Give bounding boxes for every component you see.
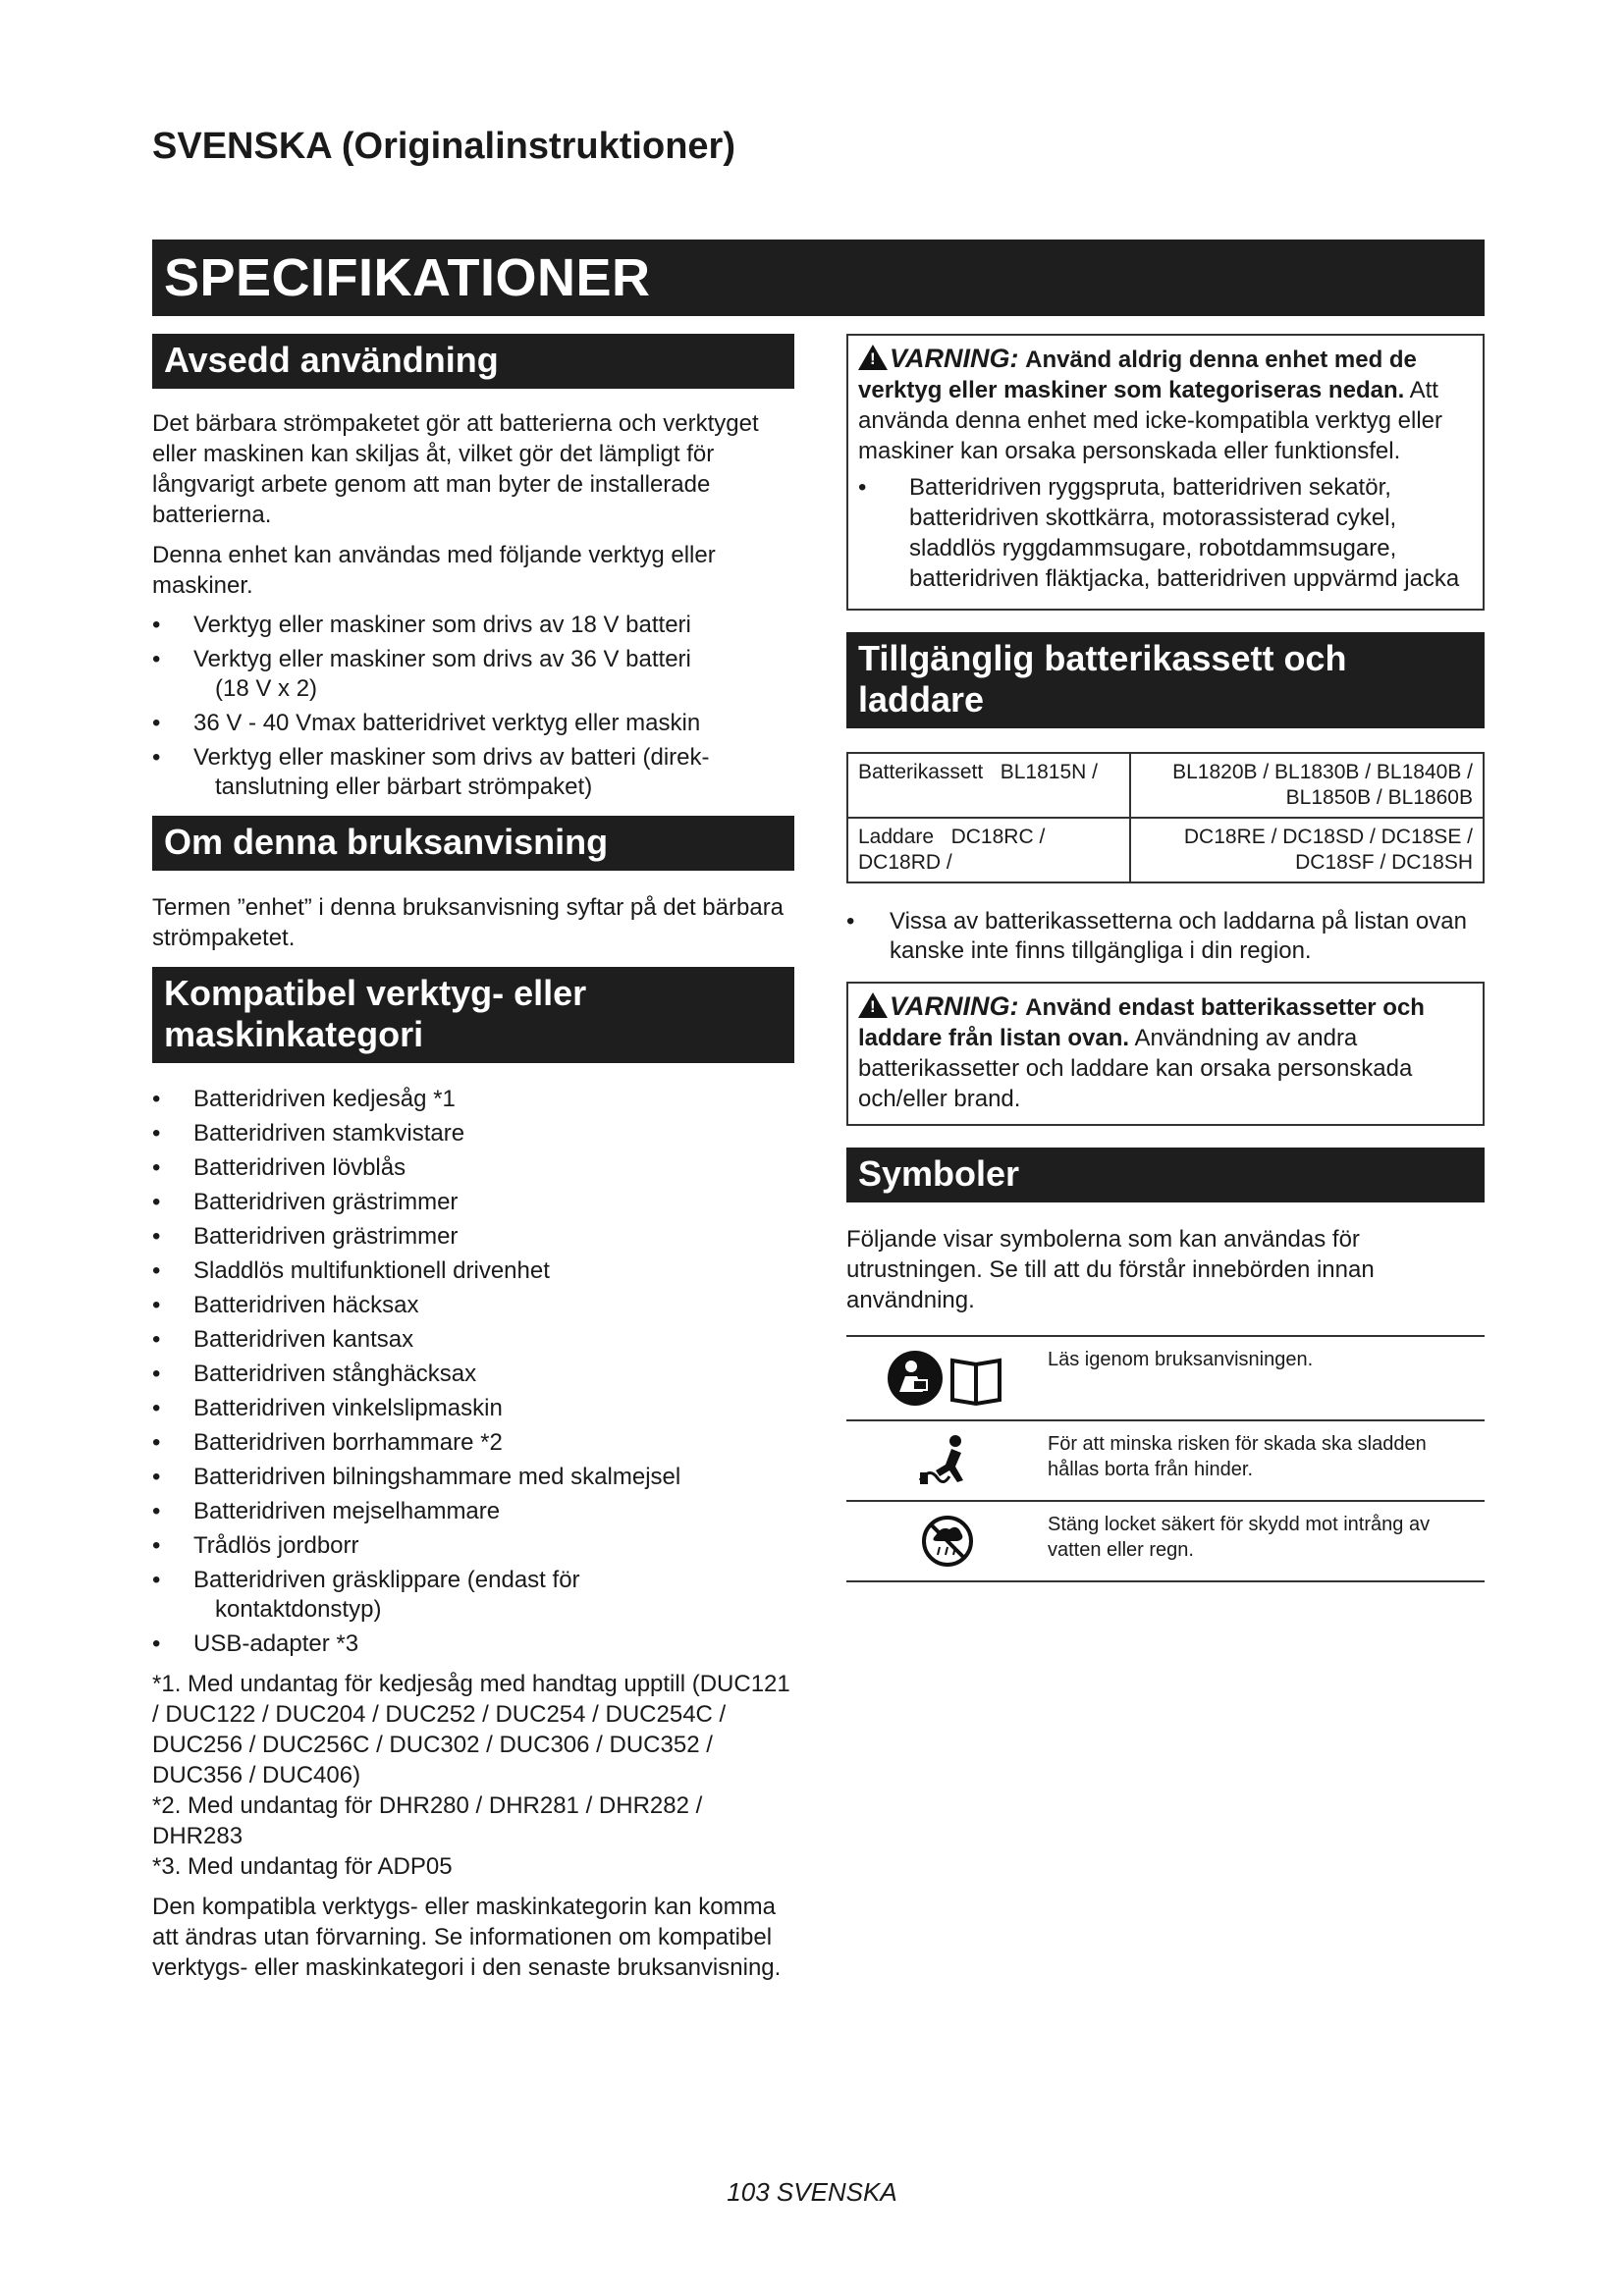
list-item: • Batteridriven grästrimmer <box>152 1222 794 1252</box>
warning-word: VARNING: <box>890 991 1019 1021</box>
intended-use-paragraph-1: Det bärbara strömpaketet gör att batterierna och verktyget eller maskinen kan skiljas åt, vilket gör det lämpligt för långvarigt arbete genom att man byter de installerade batterierna. <box>152 410 759 528</box>
footnote-1: *1. Med undantag för kedjesåg med handtag upptill (DUC121 / DUC122 / DUC204 / DUC252 / DUC254 / DUC254C / DUC256 / DUC256C / DUC302 / DUC306 / DUC352 / DUC356 / DUC406) <box>152 1671 790 1789</box>
footnotes <box>152 1669 794 1882</box>
warning-triangle-icon: ! <box>858 992 888 1018</box>
compatible-closing-text: Den kompatibla verktygs- eller maskinkategorin kan komma att ändras utan förvarning. Se informationen om kompatibel verktygs- eller maskinkategori i den senaste bruksanvisning. <box>152 1894 782 1981</box>
about-manual-text: Termen ”enhet” i denna bruksanvisning syftar på det bärbara strömpaketet. <box>152 894 785 951</box>
read-manual-icon <box>846 1337 1048 1419</box>
language-title: SVENSKA (Originalinstruktioner) <box>152 126 735 167</box>
left-column <box>152 334 794 1993</box>
table-row <box>846 1502 1485 1582</box>
list-item: • Batteridriven lövblås <box>152 1153 794 1183</box>
compatible-category-heading: Kompatibel verktyg- eller maskinkategori <box>152 967 794 1063</box>
list-item: • Batteridriven häcksax <box>152 1291 794 1320</box>
page-number: 103 SVENSKA <box>727 2177 897 2207</box>
list-item: • Verktyg eller maskiner som drivs av batteri (direk- tanslutning eller bärbart strömpaket) <box>152 743 794 802</box>
table-row <box>846 1337 1485 1421</box>
symbols-table <box>846 1335 1485 1582</box>
table-cell: Batterikassett BL1815N / <box>847 753 1130 818</box>
table-row <box>847 818 1484 882</box>
warning-box-incompatible <box>846 334 1485 611</box>
intended-use-heading: Avsedd användning <box>152 334 794 389</box>
list-item: • Batteridriven kantsax <box>152 1325 794 1355</box>
symbol-text: Läs igenom bruksanvisningen. <box>1048 1349 1314 1370</box>
list-item: • Batteridriven mejselhammare <box>152 1497 794 1526</box>
list-item: • 36 V - 40 Vmax batteridrivet verktyg eller maskin <box>152 709 794 738</box>
list-item: • Batteridriven kedjesåg *1 <box>152 1085 794 1114</box>
list-item: • Batteridriven vinkelslipmaskin <box>152 1394 794 1423</box>
table-row <box>847 753 1484 818</box>
warning-text: Användning av andra batterikassetter och laddare kan orsaka personskada och/eller brand. <box>858 1025 1413 1112</box>
list-item: • Batteridriven grästrimmer <box>152 1188 794 1217</box>
list-item: • Trådlös jordborr <box>152 1531 794 1561</box>
list-item: • Batteridriven bilningshammare med skalmejsel <box>152 1463 794 1492</box>
battery-charger-table <box>846 752 1485 883</box>
warning-list <box>858 472 1473 594</box>
availability-note-list <box>846 907 1485 966</box>
intended-use-paragraph-2: Denna enhet kan användas med följande verktyg eller maskiner. <box>152 542 716 599</box>
list-item: • USB-adapter *3 <box>152 1629 794 1659</box>
compatible-list <box>152 1085 794 1659</box>
symbols-intro: Följande visar symbolerna som kan användas för utrustningen. Se till att du förstår innebörden innan användning. <box>846 1226 1375 1313</box>
list-item: • Verktyg eller maskiner som drivs av 36 V batteri (18 V x 2) <box>152 645 794 704</box>
about-manual-heading: Om denna bruksanvisning <box>152 816 794 871</box>
symbols-heading: Symboler <box>846 1148 1485 1202</box>
symbol-text: För att minska risken för skada ska sladden hållas borta från hinder. <box>1048 1433 1427 1480</box>
right-column <box>846 334 1485 1582</box>
footnote-2: *2. Med undantag för DHR280 / DHR281 / DHR282 / DHR283 <box>152 1792 703 1849</box>
intended-use-list <box>152 611 794 802</box>
table-cell: Laddare DC18RC / DC18RD / <box>847 818 1130 882</box>
table-row <box>846 1421 1485 1502</box>
no-rain-icon <box>846 1502 1048 1580</box>
list-item: • Batteridriven gräsklippare (endast för kontaktdonstyp) <box>152 1566 794 1625</box>
list-item: • Batteridriven stånghäcksax <box>152 1360 794 1389</box>
list-item: • Batteridriven stamkvistare <box>152 1119 794 1148</box>
warning-word: VARNING: <box>890 344 1019 373</box>
warning-bold-text: Använd endast batterikassetter och laddare från listan ovan. <box>858 994 1425 1051</box>
list-item: • Batteridriven borrhammare *2 <box>152 1428 794 1458</box>
list-item: • Verktyg eller maskiner som drivs av 18 V batteri <box>152 611 794 640</box>
table-cell: DC18RE / DC18SD / DC18SE / DC18SF / DC18SH <box>1130 818 1484 882</box>
specifications-banner: SPECIFIKATIONER <box>152 240 1485 316</box>
table-cell: BL1820B / BL1830B / BL1840B / BL1850B / BL1860B <box>1130 753 1484 818</box>
symbol-text: Stäng locket säkert för skydd mot intrång av vatten eller regn. <box>1048 1514 1431 1561</box>
list-item: • Vissa av batterikassetterna och laddarna på listan ovan kanske inte finns tillgängliga i din region. <box>846 907 1485 966</box>
warning-text: Att använda denna enhet med icke-kompatibla verktyg eller maskiner kan orsaka personskada eller funktionsfel. <box>858 377 1443 464</box>
trip-hazard-icon <box>846 1421 1048 1500</box>
list-item: • Batteridriven ryggspruta, batteridriven sekatör, batteridriven skottkärra, motorassisterad cykel, sladdlös ryggdammsugare, robotdammsugare, batteridriven fläktjacka, batteridriven uppvärmd jacka <box>858 472 1473 594</box>
warning-bold-text: Använd aldrig denna enhet med de verktyg eller maskiner som kategoriseras nedan. <box>858 347 1417 403</box>
warning-triangle-icon: ! <box>858 345 888 370</box>
list-item: • Sladdlös multifunktionell drivenhet <box>152 1256 794 1286</box>
footnote-3: *3. Med undantag för ADP05 <box>152 1853 453 1880</box>
available-battery-heading: Tillgänglig batterikassett och laddare <box>846 632 1485 728</box>
warning-box-batteries <box>846 982 1485 1126</box>
